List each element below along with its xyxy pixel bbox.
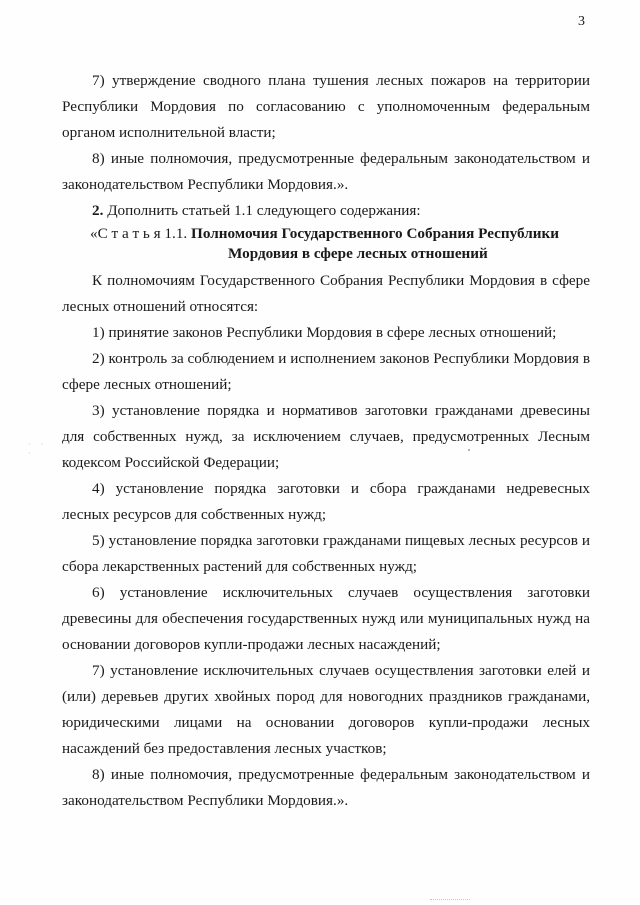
article-item-1: 1) принятие законов Республики Мордовия в сфере лесных отношений; [92, 324, 557, 341]
article-heading [62, 224, 590, 264]
scan-artifact-line [430, 899, 470, 903]
paragraph-item-7: 7) утверждение сводного плана тушения лесных пожаров на территории Республики Мордовия по согласованию с уполномоченным федеральным органом исполнительной власти; [62, 72, 590, 141]
article-item-7: 7) установление исключительных случаев осуществления заготовки елей и (или) деревьев других хвойных пород для новогодних праздников гражданами, юридическими лицами на основании договоров купли-продажи лесных насаждений без предоставления лесных участков; [62, 662, 590, 757]
scan-artifact-dot [468, 449, 470, 451]
scan-artifact-dots: · · · [28, 440, 48, 458]
paragraph-item-8: 8) иные полномочия, предусмотренные федеральным законодательством и законодательством Республики Мордовия.». [62, 150, 590, 193]
amendment-number: 2. [92, 202, 104, 219]
article-item-3: 3) установление порядка и нормативов заготовки гражданами древесины для собственных нужд, за исключением случаев, предусмотренных Лесным кодексом Российской Федерации; [62, 402, 590, 471]
article-item-2: 2) контроль за соблюдением и исполнением законов Республики Мордовия в сфере лесных отношений; [62, 350, 590, 393]
article-title-line2: Мордовия в сфере лесных отношений [228, 245, 488, 262]
article-title-line1: Полномочия Государственного Собрания Республики [191, 225, 560, 242]
article-prefix: «С т а т ь я 1.1. [90, 225, 188, 242]
document-body [62, 68, 590, 814]
paragraph-amendment-2 [62, 198, 590, 224]
article-item-8: 8) иные полномочия, предусмотренные федеральным законодательством и законодательством Республики Мордовия.». [62, 766, 590, 809]
amendment-text: Дополнить статьей 1.1 следующего содержания: [107, 202, 421, 219]
article-item-5: 5) установление порядка заготовки гражданами пищевых лесных ресурсов и сбора лекарственных растений для собственных нужд; [62, 532, 590, 575]
article-item-4: 4) установление порядка заготовки и сбора гражданами недревесных лесных ресурсов для собственных нужд; [62, 480, 590, 523]
page-number: 3 [578, 14, 585, 29]
article-intro: К полномочиям Государственного Собрания Республики Мордовия в сфере лесных отношений относятся: [62, 272, 590, 315]
article-item-6: 6) установление исключительных случаев осуществления заготовки древесины для обеспечения государственных нужд или муниципальных нужд на основании договоров купли-продажи лесных насаждений; [62, 584, 590, 653]
